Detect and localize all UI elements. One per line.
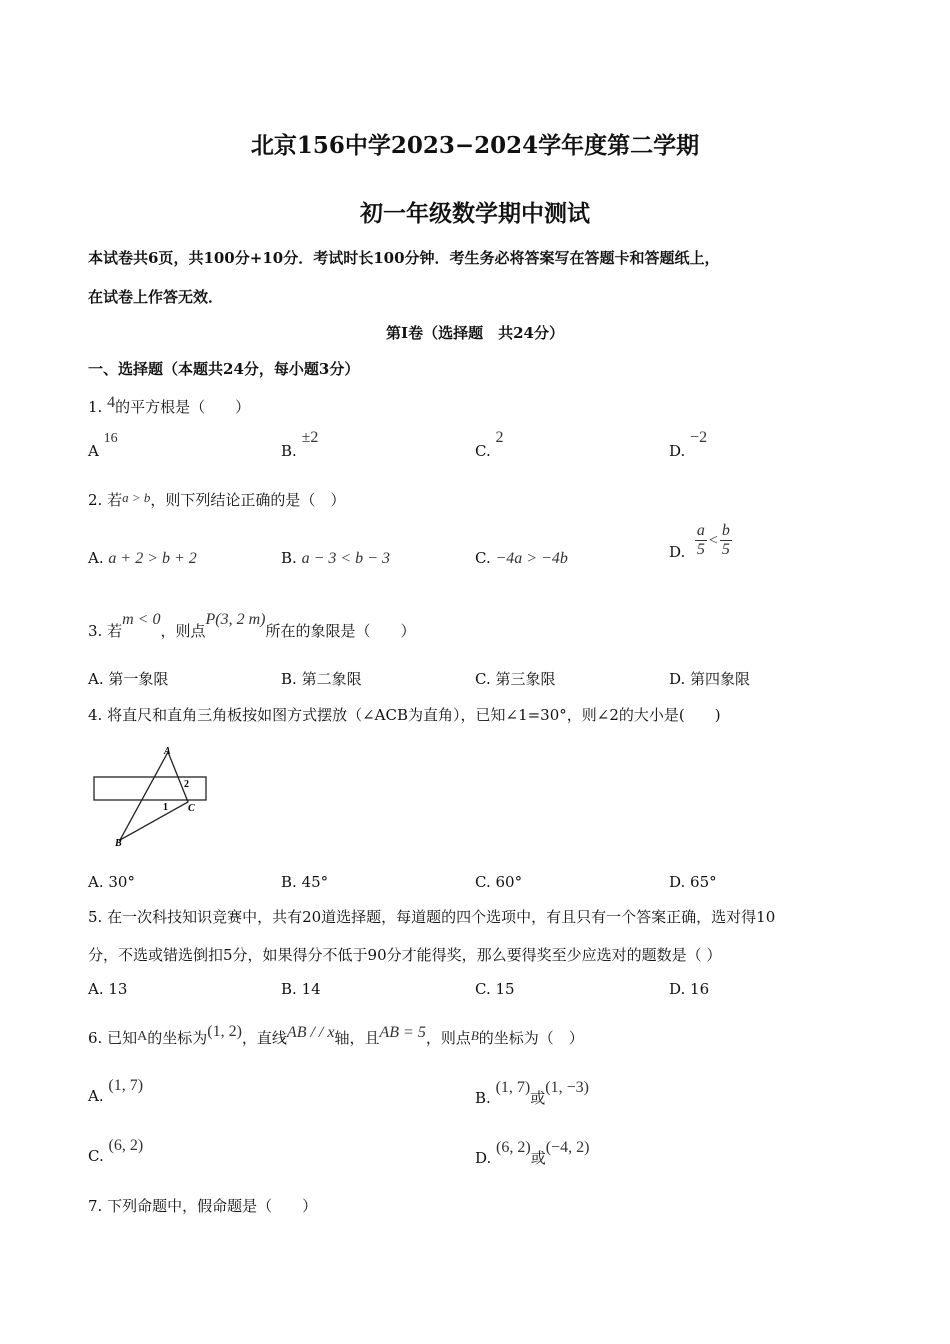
- q2-option-d[interactable]: D. $\frac{a}{5}$ < $\frac{b}{5}$: [669, 522, 730, 561]
- question-3: 3. 若m < 0，则点P(3, 2 m)所在的象限是（ ）: [88, 611, 416, 640]
- q4-option-d[interactable]: D. 65°: [669, 873, 717, 891]
- q5-option-a[interactable]: A. 13: [88, 980, 128, 998]
- q5-option-b[interactable]: B. 14: [281, 980, 321, 998]
- question-1: [88, 396, 250, 417]
- label-b: B: [115, 838, 122, 849]
- section-header: 第Ⅰ卷（选择题 共24分）: [386, 324, 564, 342]
- q1-option-a[interactable]: A 16: [88, 431, 118, 460]
- question-7: 7. 下列命题中，假命题是（ ）: [88, 1197, 318, 1215]
- instructions-line-1: 本试卷共6页，共100分+10分．考试时长100分钟．考生务必将答案写在答题卡和答题纸上，: [88, 249, 720, 267]
- label-c: C: [188, 803, 195, 814]
- q6-option-b[interactable]: B. (1, 7)或(1, −3): [475, 1079, 589, 1107]
- q4-option-a[interactable]: A. 30°: [88, 873, 135, 891]
- triangle-abc: [120, 752, 188, 840]
- q1-option-b[interactable]: B. ±2: [281, 429, 319, 460]
- q2-option-a[interactable]: A. a + 2 > b + 2: [88, 549, 197, 567]
- q2-option-b[interactable]: B. a − 3 < b − 3: [281, 549, 390, 567]
- label-angle-1: 1: [163, 802, 168, 813]
- q3-option-b[interactable]: B. 第二象限: [281, 670, 362, 688]
- q1-option-c[interactable]: C. 2: [475, 429, 504, 460]
- math-expression: a > b: [122, 490, 151, 505]
- question-text: 的平方根是（ ）: [115, 398, 251, 416]
- q4-option-b[interactable]: B. 45°: [281, 873, 329, 891]
- ruler-triangle-figure: [88, 742, 218, 854]
- q6-option-d[interactable]: D. (6, 2)或(−4, 2): [475, 1139, 590, 1167]
- fraction-a-over-5: $\frac{a}{5}$: [696, 522, 705, 558]
- q6-option-a[interactable]: A. (1, 7): [88, 1077, 144, 1105]
- exam-title: 北京156中学2023−2024学年度第二学期: [250, 132, 700, 159]
- q1-option-d[interactable]: D. −2: [669, 429, 708, 460]
- math-expression: m < 0: [122, 611, 161, 628]
- label-a: A: [164, 746, 171, 757]
- q3-option-d[interactable]: D. 第四象限: [669, 670, 751, 688]
- q3-option-c[interactable]: C. 第三象限: [475, 670, 556, 688]
- math-expression: P(3, 2 m): [205, 611, 266, 628]
- q5-option-c[interactable]: C. 15: [475, 980, 515, 998]
- math-expression: 4: [107, 394, 116, 411]
- ruler-rect: [94, 777, 206, 800]
- q4-option-c[interactable]: C. 60°: [475, 873, 523, 891]
- label-angle-2: 2: [184, 779, 189, 790]
- question-4: 4. 将直尺和直角三角板按如图方式摆放（∠ACB为直角），已知∠1=30°，则∠2的大小是( ): [88, 706, 721, 724]
- q6-option-c[interactable]: C. (6, 2): [88, 1137, 144, 1165]
- q2-option-c[interactable]: C. −4a > −4b: [475, 549, 568, 567]
- question-5: 5. 在一次科技知识竞赛中，共有20道选择题，每道题的四个选项中，有且只有一个答案正确，选对得10: [88, 908, 776, 926]
- exam-subtitle: 初一年级数学期中测试: [360, 200, 590, 227]
- question-6: 6. 已知A的坐标为(1, 2)，直线AB / / x轴，且AB = 5，则点B的坐标为（ ）: [88, 1023, 584, 1047]
- question-number: 1.: [88, 398, 103, 416]
- instructions-line-2: 在试卷上作答无效．: [88, 288, 224, 306]
- question-5-line-2: 分，不选或错选倒扣5分，如果得分不低于90分才能得奖，那么要得奖至少应选对的题数是（ ）: [88, 946, 722, 964]
- q5-option-d[interactable]: D. 16: [669, 980, 710, 998]
- fraction-b-over-5: $\frac{b}{5}$: [721, 522, 730, 558]
- part-header: 一、选择题（本题共24分，每小题3分）: [88, 360, 360, 378]
- q3-option-a[interactable]: A. 第一象限: [88, 670, 169, 688]
- question-2: 2. 若a > b，则下列结论正确的是（ ）: [88, 490, 346, 509]
